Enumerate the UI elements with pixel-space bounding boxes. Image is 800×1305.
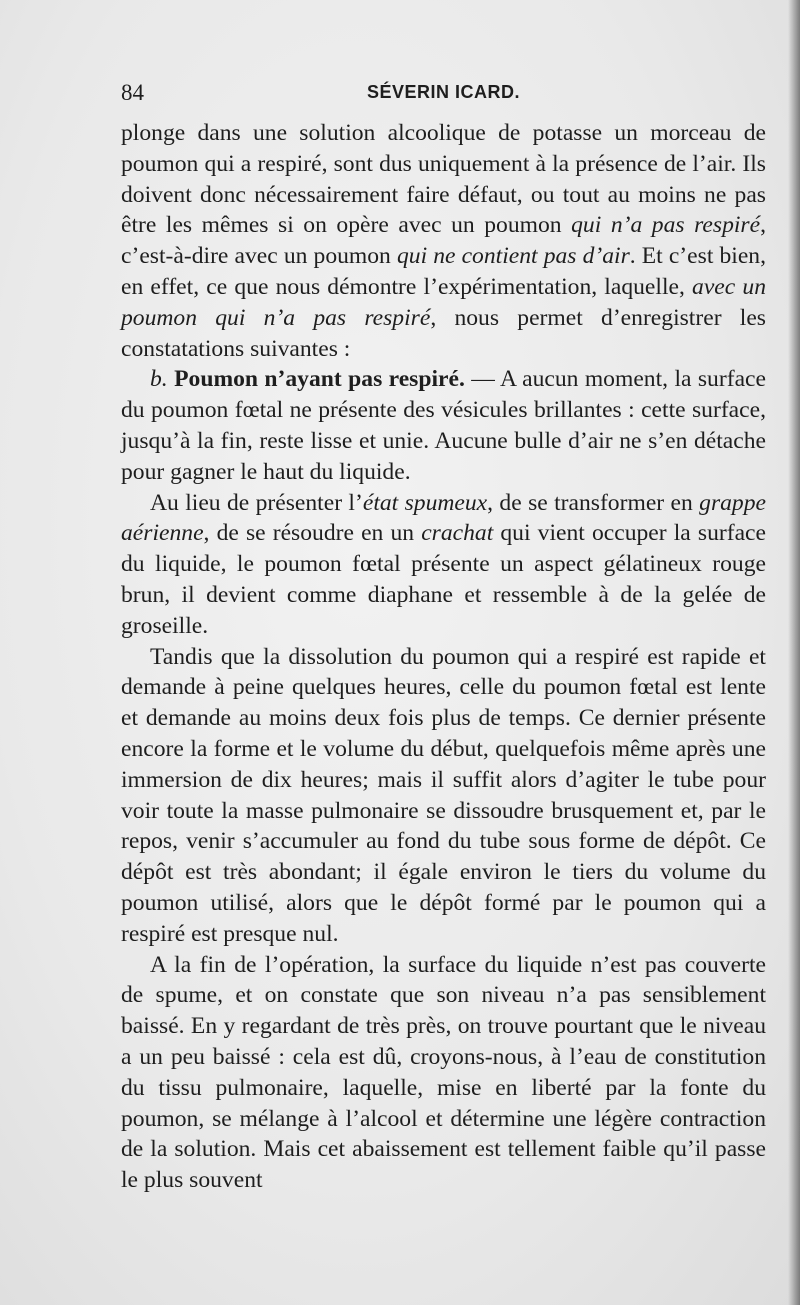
paragraph-1 xyxy=(121,118,766,364)
text-span: , nous permet d’enregistrer les constatations suivantes : xyxy=(121,304,766,362)
paragraph-2 xyxy=(121,364,766,487)
section-letter: b. xyxy=(150,366,168,393)
section-heading: Poumon n’ayant pas respiré. xyxy=(174,366,465,393)
italic-phrase: avec un poumon qui n’a pas respiré xyxy=(121,273,766,331)
text-span: . Et c’est bien, en effet, ce que nous démontre l’expérimentation, laquelle, xyxy=(121,243,766,300)
page-gutter-shadow xyxy=(788,0,800,1305)
body-text xyxy=(121,118,766,1196)
text-span: — A aucun moment, la surface du poumon fœtal ne présente des vésicules brillantes : cette surface, jusqu’à la fin, reste lisse et unie. Aucune bulle d’air ne s’en détache pour gagner le haut du liquide. xyxy=(121,366,766,485)
text-span: plonge dans une solution alcoolique de potasse un morceau de poumon qui a respiré, sont dus uniquement à la présence de l’air. Ils doivent donc nécessairement faire défaut, ou tout au moins ne pas être les mêmes si on opère avec un poumon xyxy=(121,120,766,239)
text-span: qui vient occuper la surface du liquide, le poumon fœtal présente un aspect gélatineux rouge brun, il devient comme diaphane et ressemble à de la gelée de groseille. xyxy=(121,520,766,639)
text-span: , c’est-à-dire avec un poumon xyxy=(121,212,766,270)
italic-phrase: état spumeux xyxy=(362,489,488,516)
paragraph-5: A la fin de l’opération, la surface du liquide n’est pas couverte de spume, et on constate que son niveau n’a pas sensiblement baissé. En y regardant de très près, on trouve pourtant que le niveau a un peu baissé : cela est dû, croyons-nous, à l’eau de constitution du tissu pulmonaire, laquelle, mise en liberté par la fonte du poumon, se mélange à l’alcool et détermine une légère contraction de la solution. Mais cet abaissement est tellement faible qu’il passe le plus souvent xyxy=(121,951,766,1194)
page-header xyxy=(121,80,766,114)
text-span: Au lieu de présenter l’ xyxy=(150,489,363,516)
running-head: SÉVERIN ICARD. xyxy=(366,82,521,102)
italic-phrase: qui ne contient pas d’air xyxy=(396,243,630,270)
paragraph-3 xyxy=(121,488,766,642)
italic-phrase: crachat xyxy=(421,520,494,547)
italic-phrase: qui n’a pas respiré xyxy=(571,212,761,239)
text-span: , de se transformer en xyxy=(487,489,700,516)
paragraph-4: Tandis que la dissolution du poumon qui a respiré est rapide et demande à peine quelques heures, celle du poumon fœtal est lente et demande au moins deux fois plus de temps. Ce dernier présente encore la forme et le volume du début, quelquefois même après une immersion de dix heures; mais il suffit alors d’agiter le tube pour voir toute la masse pulmonaire se dissoudre brusquement et, par le repos, venir s’accumuler au fond du tube sous forme de dépôt. Ce dépôt est très abondant; il égale environ le tiers du volume du poumon utilisé, alors que le dépôt formé par le poumon qui a respiré est presque nul. xyxy=(121,643,766,947)
page-number: 84 xyxy=(121,80,144,105)
italic-phrase: grappe aérienne xyxy=(121,489,766,547)
text-span: , de se résoudre en un xyxy=(203,520,422,547)
